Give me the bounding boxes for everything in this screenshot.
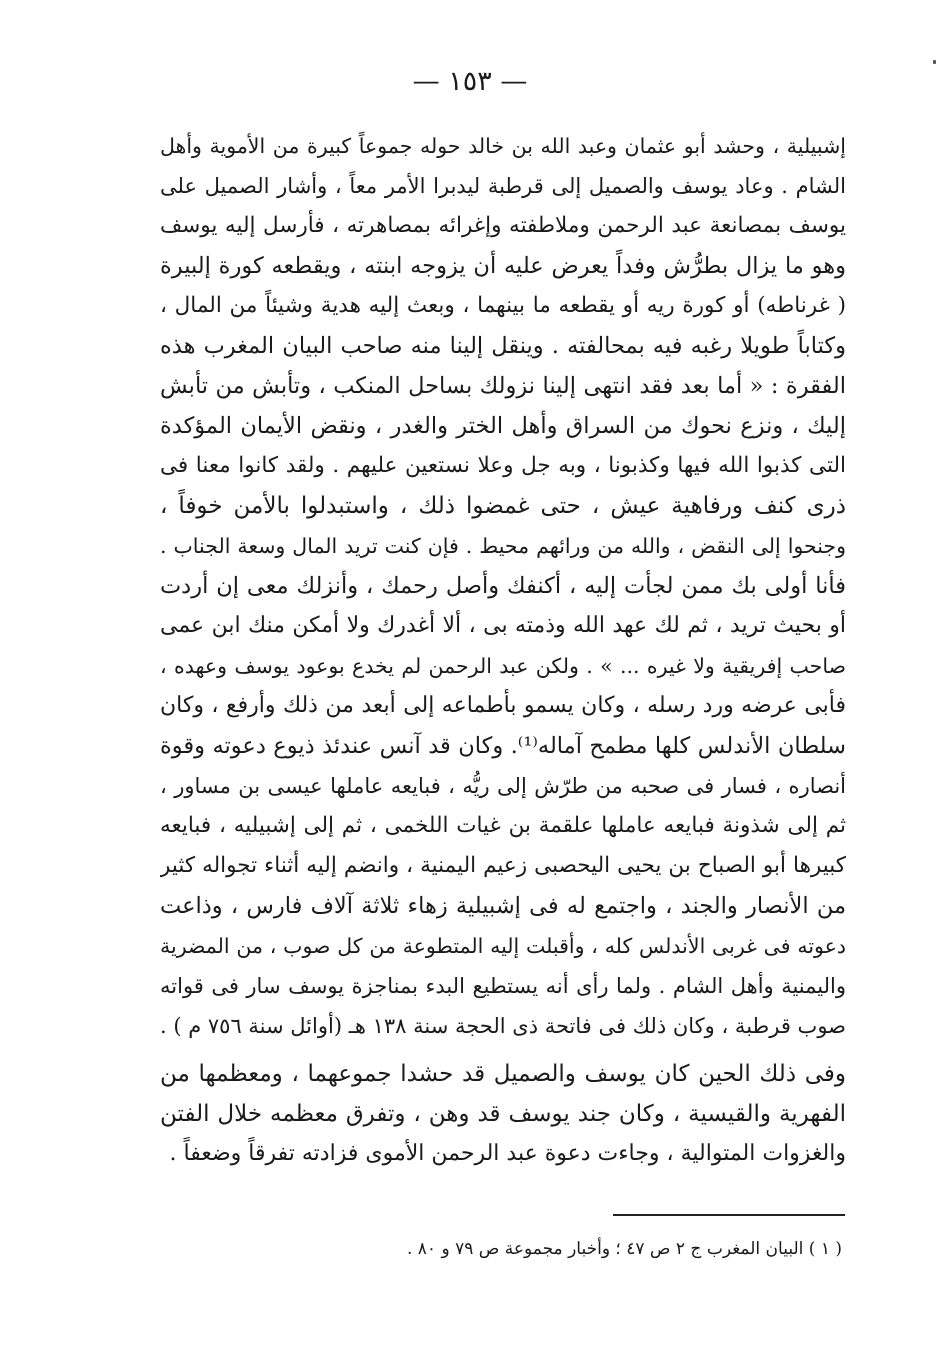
text-line: ( غرناطه) أو كورة ريه أو يقطعه ما بينهما ، وبعث إليه هدية وشيئاً من المال ، (160, 293, 846, 318)
text-line: صوب قرطبة ، وكان ذلك فى فاتحة ذى الحجة سنة ١٣٨ هـ (أوائل سنة ٧٥٦ م ) . (160, 1014, 846, 1038)
text-line: إليك ، ونزع نحوك من السراق وأهل الختر والغدر ، ونقض الأيمان المؤكدة (160, 413, 846, 439)
text-line: وكتاباً طويلا رغبه فيه بمحالفته . وينقل إلينا منه صاحب البيان المغرب هذه (160, 333, 846, 359)
text-line: الشام . وعاد يوسف والصميل إلى قرطبة ليدبرا الأمر معاً ، وأشار الصميل على (160, 174, 846, 198)
text-line: وجنحوا إلى النقض ، والله من ورائهم محيط . فإن كنت تريد المال وسعة الجناب . (160, 534, 846, 558)
text-line: الفقرة : « أما بعد فقد انتهى إلينا نزولك بساحل المنكب ، وتأبش من تأبش (160, 373, 846, 399)
text-line: ثم إلى شذونة فبايعه عاملها علقمة بن غيات اللخمى ، ثم إلى إشبيليه ، فبايعه (160, 813, 846, 838)
text-line: واليمنية وأهل الشام . ولما رأى أنه يستطيع البدء بمناجزة يوسف سار فى قواته (160, 974, 846, 998)
text-line: التى كذبوا الله فيها وكذبونا ، وبه جل وعلا نستعين عليهم . ولقد كانوا معنا فى (160, 453, 846, 478)
text-line: صاحب إفريقية ولا غيره ... » . ولكن عبد الرحمن لم يخدع بوعود يوسف وعهده ، (160, 654, 846, 678)
paragraph-1 (160, 126, 846, 1046)
text-line: الفهرية والقيسية ، وكان جند يوسف قد وهن ، وتفرق معظمه خلال الفتن (160, 1101, 846, 1127)
page-number: — ١٥٣ — (412, 66, 528, 97)
text-line: فأبى عرضه ورد رسله ، وكان يسمو بأطماعه إلى أبعد من ذلك وأرفع ، وكان (160, 693, 846, 718)
text-line: دعوته فى غربى الأندلس كله ، وأقبلت إليه المتطوعة من كل صوب ، من المضرية (160, 934, 846, 958)
text-line: وهو ما يزال بطرُّش وفداً يعرض عليه أن يزوجه ابنته ، ويقطعه كورة إلبيرة (160, 253, 846, 279)
text-line: فأنا أولى بك ممن لجأت إليه ، أكنفك وأصل رحمك ، وأنزلك معى إن أردت (160, 573, 846, 599)
text-line: من الأنصار والجند ، واجتمع له فى إشبيلية زهاء ثلاثة آلاف فارس ، وذاعت (160, 893, 846, 919)
text-line: كبيرها أبو الصباح بن يحيى اليحصبى زعيم اليمنية ، وانضم إليه أثناء تجواله كثير (160, 853, 846, 878)
text-line: أو بحيث تريد ، ثم لك عهد الله وذمته بى ، ألا أغدرك ولا أمكن منك ابن عمى (160, 613, 846, 638)
text-line: أنصاره ، فسار فى صحبه من طرّش إلى ريُّه ، فبايعه عاملها عيسى بن مساور ، (160, 774, 846, 798)
text-line: ذرى كنف ورفاهية عيش ، حتى غمضوا ذلك ، واستبدلوا بالأمن خوفاً ، (160, 493, 846, 519)
text-line: سلطان الأندلس كلها مطمح آماله⁽¹⁾. وكان قد آنس عندئذ ذيوع دعوته وقوة (160, 733, 846, 759)
text-line: والغزوات المتوالية ، وجاءت دعوة عبد الرحمن الأموى فزادته تفرقاً وضعفاً . (169, 1141, 846, 1166)
paragraph-2 (160, 1054, 846, 1174)
print-speck (933, 60, 936, 64)
text-line: يوسف بمصانعة عبد الرحمن وملاطفته وإغرائه بمصاهرته ، فأرسل إليه يوسف (160, 213, 846, 238)
text-line: إشبيلية ، وحشد أبو عثمان وعبد الله بن خالد حوله جموعاً كبيرة من الأموية وأهل (160, 134, 846, 158)
body-text (160, 126, 846, 1174)
text-line: وفى ذلك الحين كان يوسف والصميل قد حشدا جموعهما ، ومعظمها من (160, 1061, 846, 1087)
footnote: ( ١ ) البيان المغرب ج ٢ ص ٤٧ ؛ وأخبار مجموعة ص ٧٩ و ٨٠ . (406, 1239, 842, 1259)
paragraph-gap (160, 1046, 846, 1054)
footnote-divider (613, 1214, 845, 1216)
